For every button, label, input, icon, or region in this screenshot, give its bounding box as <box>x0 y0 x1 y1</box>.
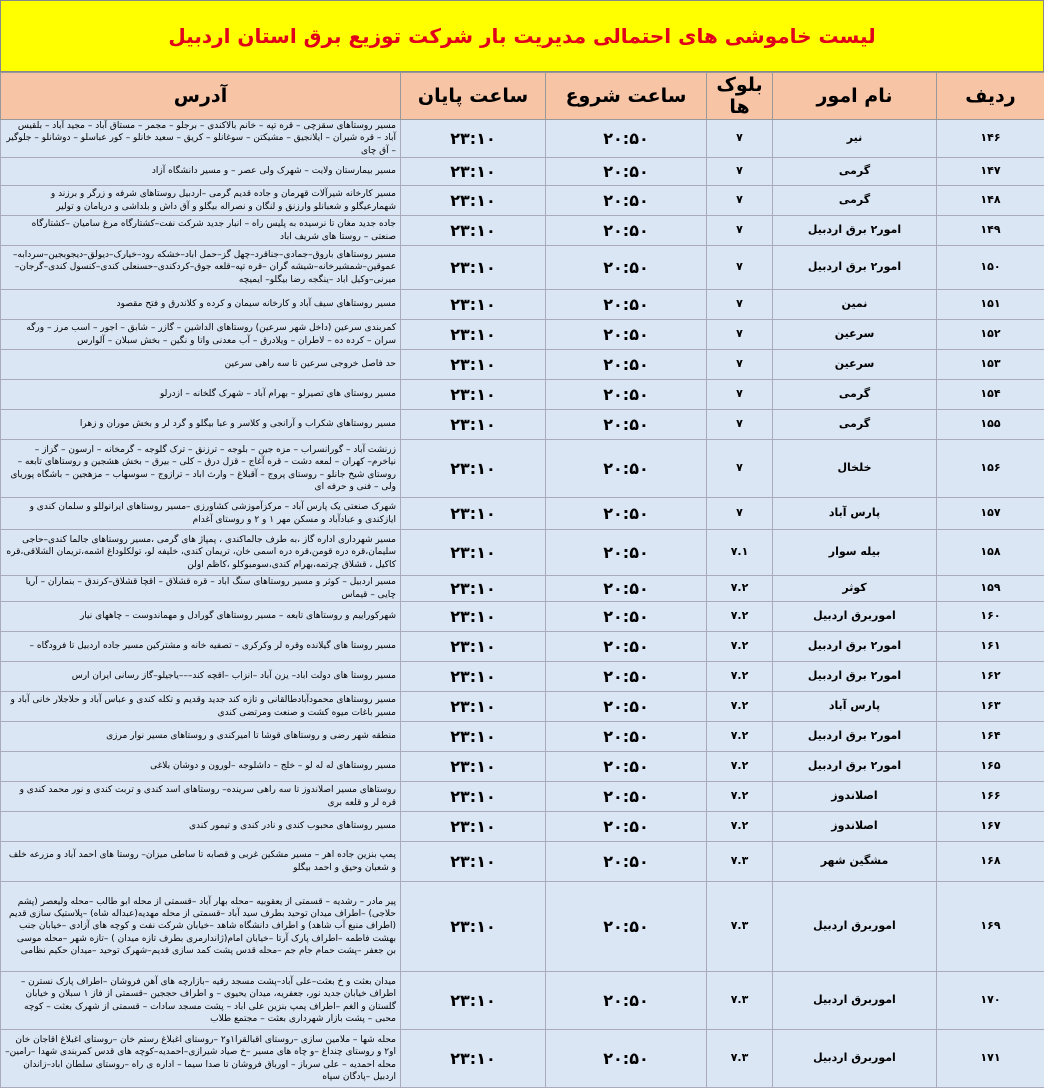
block-cell: ۷ <box>707 410 773 440</box>
table-row <box>1 158 1044 186</box>
region-cell: اموربرق اردبیل <box>773 1030 937 1088</box>
start-time-cell: ۲۰:۵۰ <box>546 120 707 158</box>
region-cell: امور۲ برق اردبیل <box>773 216 937 246</box>
table-row <box>1 410 1044 440</box>
address-cell: جاده جدید مغان تا نرسیده به پلیس راه – انبار جدید شرکت نفت–کشتارگاه مرغ سامیان –کشتارگاه صنعتی – روستا های شریف اباد <box>1 216 401 246</box>
address-cell: پمپ بنزین جاده اهر – مسیر مشکین غربی و قصابه تا ساطی میزان– روستا های احمد آباد و مزرعه خلف و شعبان وحیق و احمد بیگلو <box>1 842 401 882</box>
row-number-cell: ۱۷۱ <box>937 1030 1044 1088</box>
region-cell: امور۲ برق اردبیل <box>773 662 937 692</box>
table-row <box>1 440 1044 498</box>
table-row <box>1 1030 1044 1088</box>
row-number-cell: ۱۶۰ <box>937 602 1044 632</box>
row-number-cell: ۱۵۶ <box>937 440 1044 498</box>
address-cell: مسیر کارخانه شیرآلات قهرمان و جاده قدیم گرمی –اردبیل روستاهای شرفه و زرگر و برزند و شهمارعیگلو و شعبانلو وارزنق و لنگان و نصراله بیگلو و آق داش و بلداشی و دریامان و تولیر <box>1 186 401 216</box>
end-time-cell: ۲۳:۱۰ <box>401 498 546 530</box>
region-cell: امور۲ برق اردبیل <box>773 632 937 662</box>
row-number-cell: ۱۵۳ <box>937 350 1044 380</box>
end-time-cell: ۲۳:۱۰ <box>401 380 546 410</box>
end-time-cell: ۲۳:۱۰ <box>401 782 546 812</box>
row-number-cell: ۱۵۱ <box>937 290 1044 320</box>
start-time-cell: ۲۰:۵۰ <box>546 782 707 812</box>
address-cell: مسیر روستا های دولت اباد– یزن آباد –انزاب –اقچه کند–––یاجیلو–گاز رسانی ایران ارس <box>1 662 401 692</box>
address-cell: مسیر بیمارستان ولایت – شهرک ولی عصر – و مسیر دانشگاه آزاد <box>1 158 401 186</box>
table-row <box>1 290 1044 320</box>
table-row <box>1 602 1044 632</box>
end-time-cell: ۲۳:۱۰ <box>401 158 546 186</box>
region-cell: اموربرق اردبیل <box>773 602 937 632</box>
region-cell: امور۲ برق اردبیل <box>773 752 937 782</box>
row-number-cell: ۱۵۲ <box>937 320 1044 350</box>
start-time-cell: ۲۰:۵۰ <box>546 842 707 882</box>
header-address: آدرس <box>1 73 401 120</box>
block-cell: ۷ <box>707 186 773 216</box>
address-cell: مسیر روستاهای سقزچی – قره تپه – خانم بالاکندی – برجلو – مجمر – مستاق آباد – مجید آباد – بلقیس آباد – قره شیران – ایلانجیق – مشیکتن – سوغانلو – کریق – سعید خانلو – کور عباسلو – دوشانلو – جلوگیر – آق چای <box>1 120 401 158</box>
region-cell: نمین <box>773 290 937 320</box>
block-cell: ۷.۲ <box>707 662 773 692</box>
block-cell: ۷ <box>707 246 773 290</box>
table-row <box>1 692 1044 722</box>
start-time-cell: ۲۰:۵۰ <box>546 498 707 530</box>
page-title: لیست خاموشی های احتمالی مدیریت بار شرکت توزیع برق استان اردبیل <box>0 0 1044 72</box>
region-cell: اصلاندوز <box>773 812 937 842</box>
end-time-cell: ۲۳:۱۰ <box>401 440 546 498</box>
table-row <box>1 216 1044 246</box>
row-number-cell: ۱۶۱ <box>937 632 1044 662</box>
address-cell: مسیر روستای های تصیرلو – بهرام آباد – شهرک گلخانه – ازدرلو <box>1 380 401 410</box>
address-cell: مسیر روستاهای شکراب و آرانجی و کلاسر و عبا بیگلو و گرد لر و بخش موران و زهرا <box>1 410 401 440</box>
start-time-cell: ۲۰:۵۰ <box>546 320 707 350</box>
block-cell: ۷ <box>707 380 773 410</box>
end-time-cell: ۲۳:۱۰ <box>401 882 546 972</box>
block-cell: ۷ <box>707 120 773 158</box>
region-cell: اصلاندوز <box>773 782 937 812</box>
header-end-time: ساعت پایان <box>401 73 546 120</box>
region-cell: خلخال <box>773 440 937 498</box>
address-cell: پیر مادر – رشدیه – قسمتی از یعقوبیه –محله بهار آباد –قسمتی از محله ابو طالب –محله ولیعصر (پشم حلاجی) –اطراف میدان توحید بطرف سید آباد –قسمتی از محله مهدیه(عبداله شاه) –پلاستیک سازی قدیم (اطراف منبع آب شاهد) و اطراف دانشگاه شاهد –خیابان شرکت نفت و کوچه های آزادی –خیابان جنب بهشت فاطمه –اطراف پارک آرتا –خیابان امام(ژاندارمری بطرف تازه میدان ) –تازه شهر –محله موسی بن جعفر –پشت حمام جام جم –محله قدس پشت کمد سازی قدیم–شهرک توحید –میدان حکیم نظامی <box>1 882 401 972</box>
start-time-cell: ۲۰:۵۰ <box>546 216 707 246</box>
end-time-cell: ۲۳:۱۰ <box>401 722 546 752</box>
block-cell: ۷.۲ <box>707 576 773 602</box>
start-time-cell: ۲۰:۵۰ <box>546 440 707 498</box>
region-cell: گرمی <box>773 410 937 440</box>
address-cell: مسیر روستاهای محمودآبادطالقانی و تازه کند جدید وقدیم و تکله کندی و عباس آباد و حلاجلار خانی آباد و مسیر باغات میوه کشت و صنعت ومرتضی کندی <box>1 692 401 722</box>
table-row <box>1 246 1044 290</box>
address-cell: مسیر روستاهای له له لو – خلج – داشلوجه –لورون و دوشان بلاغی <box>1 752 401 782</box>
header-region: نام امور <box>773 73 937 120</box>
end-time-cell: ۲۳:۱۰ <box>401 812 546 842</box>
header-block: بلوک ها <box>707 73 773 120</box>
address-cell: کمربندی سرعین (داخل شهر سرعین) روستاهای الداشین – گازر – شابق – اجور – اسب مرز – ورگه سران – کرده ده – لاطران – ویلادرق – آب معدنی واتا و نگین – بخش سبلان – آلوارس <box>1 320 401 350</box>
row-number-cell: ۱۵۸ <box>937 530 1044 576</box>
address-cell: محله شها – ملامین سازی –روستای اقبالقرا۱و۲ –روستای اغبلاغ رستم خان –روستای اغبلاغ اقاجان خان او۲ و روستای چنداغ –و چاه های مسیر –خ صیاد شیرازی–احمدیه–کوچه های قدس کمربندی شهدا –رامین– محله احمدیه – علی سرباز – اورباق فروشان تا صدا سیما – اداره ی راه –روستای سلطان اباد–زاندان اردبیل –پادگان سپاه <box>1 1030 401 1088</box>
start-time-cell: ۲۰:۵۰ <box>546 692 707 722</box>
region-cell: امور۲ برق اردبیل <box>773 722 937 752</box>
block-cell: ۷.۳ <box>707 1030 773 1088</box>
address-cell: منطقه شهر رضی و روستاهای قوشا تا امیرکندی و روستاهای مسیر نوار مرزی <box>1 722 401 752</box>
table-row <box>1 752 1044 782</box>
end-time-cell: ۲۳:۱۰ <box>401 662 546 692</box>
region-cell: گرمی <box>773 158 937 186</box>
row-number-cell: ۱۶۹ <box>937 882 1044 972</box>
address-cell: مسیر شهرداری اداره گاز ،به طرف جالماکندی ، پمپاژ های گرمی ،مسیر روستاهای جالما کندی–حاجی سلیمان،قره دره قومن،قره دره اسمی خان، تریمان کندی، خلیفه لو، تولکلوداغ اشمه،تریمان الشلاقی،قره کاکیل ، قشلاق چرتمه،بهرام کندی،سومبوکلو ،کاظم اولن <box>1 530 401 576</box>
end-time-cell: ۲۳:۱۰ <box>401 692 546 722</box>
end-time-cell: ۲۳:۱۰ <box>401 602 546 632</box>
table-row <box>1 782 1044 812</box>
start-time-cell: ۲۰:۵۰ <box>546 722 707 752</box>
block-cell: ۷.۳ <box>707 842 773 882</box>
start-time-cell: ۲۰:۵۰ <box>546 752 707 782</box>
start-time-cell: ۲۰:۵۰ <box>546 410 707 440</box>
region-cell: نیر <box>773 120 937 158</box>
table-row <box>1 882 1044 972</box>
end-time-cell: ۲۳:۱۰ <box>401 216 546 246</box>
block-cell: ۷.۳ <box>707 972 773 1030</box>
block-cell: ۷ <box>707 440 773 498</box>
region-cell: کوثر <box>773 576 937 602</box>
table-row <box>1 120 1044 158</box>
end-time-cell: ۲۳:۱۰ <box>401 530 546 576</box>
address-cell: شهرک صنعتی یک پارس آباد – مرکزآموزشی کشاورزی –مسیر روستاهای ایرانوللو و سلمان کندی و ایازکندی و عبادآباد و مسکن مهر ۱ و ۲ و روستای آغدام <box>1 498 401 530</box>
start-time-cell: ۲۰:۵۰ <box>546 602 707 632</box>
block-cell: ۷ <box>707 158 773 186</box>
row-number-cell: ۱۵۹ <box>937 576 1044 602</box>
row-number-cell: ۱۶۶ <box>937 782 1044 812</box>
start-time-cell: ۲۰:۵۰ <box>546 1030 707 1088</box>
region-cell: امور۲ برق اردبیل <box>773 246 937 290</box>
block-cell: ۷.۳ <box>707 882 773 972</box>
table-row <box>1 186 1044 216</box>
table-body <box>1 120 1044 1088</box>
table-row <box>1 576 1044 602</box>
end-time-cell: ۲۳:۱۰ <box>401 1030 546 1088</box>
table-row <box>1 320 1044 350</box>
start-time-cell: ۲۰:۵۰ <box>546 530 707 576</box>
end-time-cell: ۲۳:۱۰ <box>401 410 546 440</box>
block-cell: ۷ <box>707 290 773 320</box>
block-cell: ۷.۲ <box>707 722 773 752</box>
end-time-cell: ۲۳:۱۰ <box>401 186 546 216</box>
address-cell: شهرکوراییم و روستاهای تابعه – مسیر روستاهای گورادل و مهماندوست – چاههای نیار <box>1 602 401 632</box>
end-time-cell: ۲۳:۱۰ <box>401 290 546 320</box>
table-row <box>1 812 1044 842</box>
end-time-cell: ۲۳:۱۰ <box>401 350 546 380</box>
address-cell: حد فاصل خروجی سرعین تا سه راهی سرعین <box>1 350 401 380</box>
table-row <box>1 350 1044 380</box>
block-cell: ۷ <box>707 216 773 246</box>
block-cell: ۷.۲ <box>707 752 773 782</box>
start-time-cell: ۲۰:۵۰ <box>546 158 707 186</box>
start-time-cell: ۲۰:۵۰ <box>546 246 707 290</box>
block-cell: ۷.۲ <box>707 602 773 632</box>
region-cell: بیله سوار <box>773 530 937 576</box>
region-cell: مشگین شهر <box>773 842 937 882</box>
block-cell: ۷ <box>707 498 773 530</box>
row-number-cell: ۱۶۲ <box>937 662 1044 692</box>
row-number-cell: ۱۶۴ <box>937 722 1044 752</box>
row-number-cell: ۱۶۷ <box>937 812 1044 842</box>
row-number-cell: ۱۴۹ <box>937 216 1044 246</box>
row-number-cell: ۱۶۸ <box>937 842 1044 882</box>
row-number-cell: ۱۵۴ <box>937 380 1044 410</box>
region-cell: سرعین <box>773 320 937 350</box>
end-time-cell: ۲۳:۱۰ <box>401 632 546 662</box>
address-cell: مسیر اردبیل – کوثر و مسیر روستاهای سنگ اباد – قره قشلاق – اقچا قشلاق–کرندق – بنماران – آریا چایی – قیماس <box>1 576 401 602</box>
start-time-cell: ۲۰:۵۰ <box>546 812 707 842</box>
row-number-cell: ۱۵۵ <box>937 410 1044 440</box>
address-cell: روستاهای مسیر اصلاندوز تا سه راهی سرینده– روستاهای اسد کندی و تربت کندی و نور محمد کندی و قره لر و قلعه بری <box>1 782 401 812</box>
row-number-cell: ۱۵۷ <box>937 498 1044 530</box>
region-cell: سرعین <box>773 350 937 380</box>
block-cell: ۷.۲ <box>707 632 773 662</box>
start-time-cell: ۲۰:۵۰ <box>546 972 707 1030</box>
region-cell: گرمی <box>773 186 937 216</box>
end-time-cell: ۲۳:۱۰ <box>401 752 546 782</box>
end-time-cell: ۲۳:۱۰ <box>401 576 546 602</box>
block-cell: ۷.۱ <box>707 530 773 576</box>
end-time-cell: ۲۳:۱۰ <box>401 842 546 882</box>
start-time-cell: ۲۰:۵۰ <box>546 290 707 320</box>
start-time-cell: ۲۰:۵۰ <box>546 380 707 410</box>
region-cell: اموربرق اردبیل <box>773 972 937 1030</box>
address-cell: مسیر روستاهای سیف آباد و کارخانه سیمان و کرده و کلاندرق و فتح مقصود <box>1 290 401 320</box>
address-cell: زرنشت آباد – گورانسراب – مزه جین – بلوجه – ترزنق – ترک گلوجه – گرمخانه – ارسون – گزاز – نیاخرم– کهران – لمعه دشت – قره آغاج – قزل درق – کلی – بیرق – بخش هشجین و روستاهای تابعه – روستای شیخ جانلو – روستای پروج – آقبلاغ – وارث اباد – ترازوج – سوسهاب – مزهجین – باشگاه پوریای ولی – فنی و حرفه ای <box>1 440 401 498</box>
start-time-cell: ۲۰:۵۰ <box>546 350 707 380</box>
region-cell: پارس آباد <box>773 692 937 722</box>
region-cell: پارس آباد <box>773 498 937 530</box>
address-cell: مسیر روستا های گیلانده وقره لر وکرکری – تصفیه خانه و مشترکین مسیر جاده اردبیل تا فرودگاه – <box>1 632 401 662</box>
table-row <box>1 972 1044 1030</box>
address-cell: میدان بعثت و خ بعثت–علی آباد–پشت مسجد رقیه –بازارچه های آهن فروشان –اطراف پارک نسترن –اطراف خیابان جدید نور، جعفریه، میدان یحیوی – و اطراف حججین –قسمتی از فاز ۱ سبلان و خیابان گلستان و الغم –اطراف پمپ بنزین علی اباد – پشت مسجد سادات – قسمتی از شهرک بعثت – کوچه محبی – پشت بازار شهرداری بعثت – مجتمع طلاب <box>1 972 401 1030</box>
start-time-cell: ۲۰:۵۰ <box>546 186 707 216</box>
end-time-cell: ۲۳:۱۰ <box>401 120 546 158</box>
header-start-time: ساعت شروع <box>546 73 707 120</box>
end-time-cell: ۲۳:۱۰ <box>401 972 546 1030</box>
start-time-cell: ۲۰:۵۰ <box>546 662 707 692</box>
block-cell: ۷ <box>707 320 773 350</box>
table-row <box>1 842 1044 882</box>
start-time-cell: ۲۰:۵۰ <box>546 576 707 602</box>
block-cell: ۷.۲ <box>707 692 773 722</box>
table-row <box>1 722 1044 752</box>
address-cell: مسیر روستاهای باروق–جمادی–جناقرد–چهل گز–حمل اباد–خشکه رود–خیارک–دیولق–دیجوبجین–سردابه–عموقین–شمشیرخانه–شیشه گران –قره تپه–قلعه جوق–کردکندی–حسنعلی کندی–کنسول کندی–گرجان–میرنی–وکیل اباد –ینگجه رضا بیگلو– ایمیچه <box>1 246 401 290</box>
row-number-cell: ۱۶۳ <box>937 692 1044 722</box>
end-time-cell: ۲۳:۱۰ <box>401 246 546 290</box>
table-row <box>1 632 1044 662</box>
row-number-cell: ۱۴۷ <box>937 158 1044 186</box>
region-cell: اموربرق اردبیل <box>773 882 937 972</box>
outage-table <box>0 72 1044 1088</box>
row-number-cell: ۱۵۰ <box>937 246 1044 290</box>
row-number-cell: ۱۶۵ <box>937 752 1044 782</box>
block-cell: ۷.۲ <box>707 812 773 842</box>
table-row <box>1 530 1044 576</box>
table-row <box>1 662 1044 692</box>
row-number-cell: ۱۴۶ <box>937 120 1044 158</box>
region-cell: گرمی <box>773 380 937 410</box>
row-number-cell: ۱۴۸ <box>937 186 1044 216</box>
header-row-number: ردیف <box>937 73 1044 120</box>
block-cell: ۷ <box>707 350 773 380</box>
table-row <box>1 498 1044 530</box>
table-row <box>1 380 1044 410</box>
start-time-cell: ۲۰:۵۰ <box>546 632 707 662</box>
block-cell: ۷.۲ <box>707 782 773 812</box>
row-number-cell: ۱۷۰ <box>937 972 1044 1030</box>
end-time-cell: ۲۳:۱۰ <box>401 320 546 350</box>
header-row <box>1 73 1044 120</box>
start-time-cell: ۲۰:۵۰ <box>546 882 707 972</box>
address-cell: مسیر روستاهای محبوب کندی و نادر کندی و تیمور کندی <box>1 812 401 842</box>
